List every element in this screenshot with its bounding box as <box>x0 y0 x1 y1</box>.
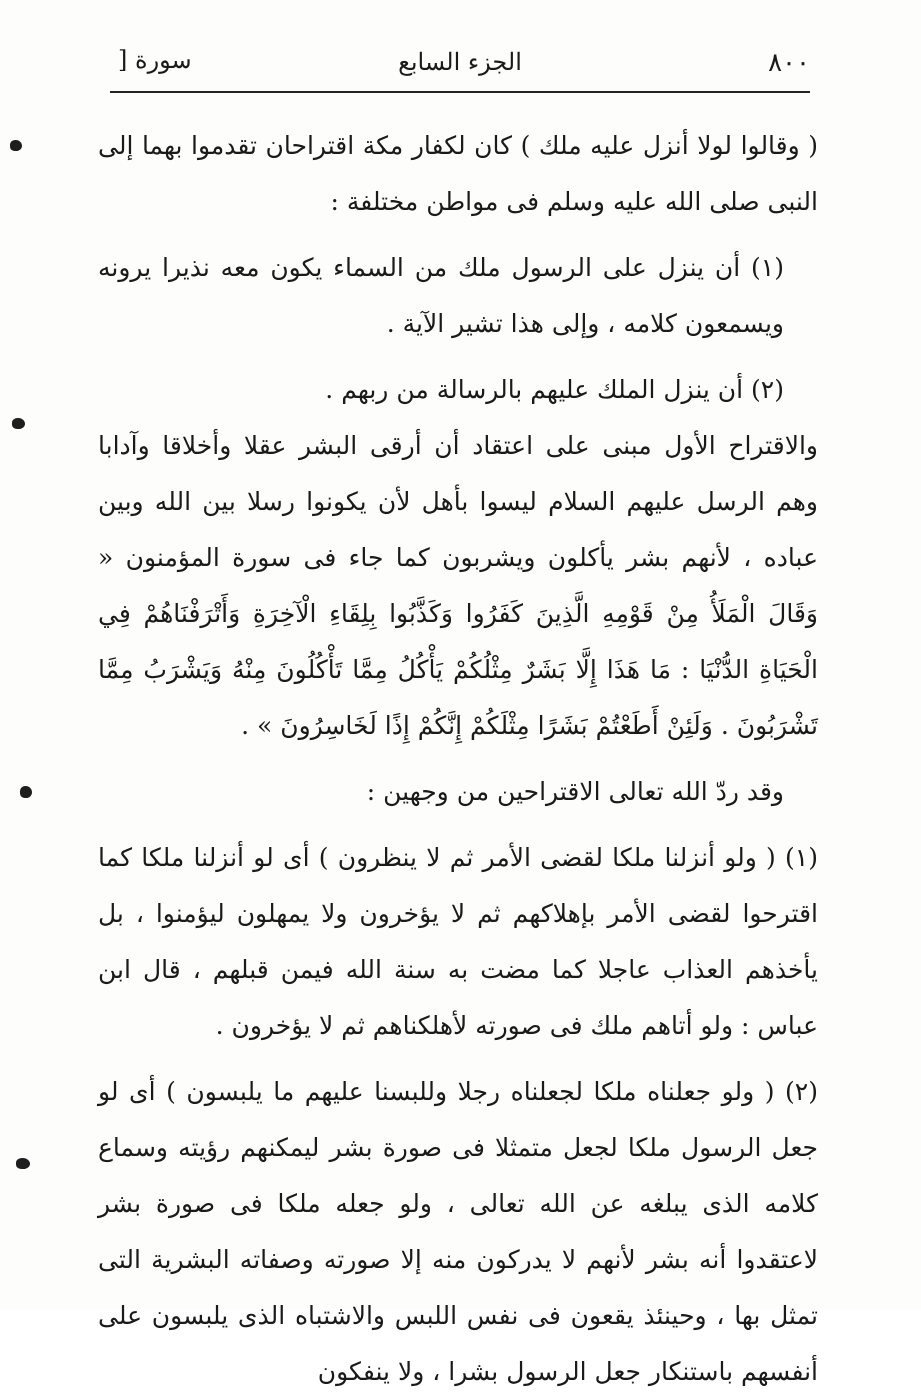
margin-speck <box>12 418 25 429</box>
margin-speck <box>20 786 32 798</box>
paragraph-proposal-1: (١) أن ينزل على الرسول ملك من السماء يكون معه نذيرا يرونه ويسمعون كلامه ، وإلى هذا تشير الآية . <box>98 253 784 338</box>
paragraph-refutation-1: (١) ( ولو أنزلنا ملكا لقضى الأمر ثم لا ينظرون ) أى لو أنزلنا ملكا كما اقترحوا لقضى الأمر بإهلاكهم ثم لا يؤخرون ولا يمهلون ليؤمنوا ، بل يأخذهم العذاب عاجلا كما مضت به سنة الله فيمن قبلهم ، قال ابن عباس : ولو أتاهم ملك فى صورته لأهلكناهم ثم لا يؤخرون . <box>98 843 818 1040</box>
header-rule <box>110 91 810 93</box>
running-title: الجزء السابع <box>398 48 522 76</box>
margin-speck <box>16 1158 30 1169</box>
page-number: ٨٠٠ <box>768 48 810 78</box>
paragraph-refutation-2: (٢) ( ولو جعلناه ملكا لجعلناه رجلا وللبسنا عليهم ما يلبسون ) أى لو جعل الرسول ملكا لجعل متمثلا فى صورة بشر ليمكنهم رؤيته وسماع كلامه الذى يبلغه عن الله تعالى ، ولو جعله ملكا فى صورة بشر لاعتقدوا أنه بشر لأنهم لا يدركون منه إلا صورته وصفاته البشرية التى تمثل بها ، وحينئذ يقعون فى نفس اللبس والاشتباه الذى يلبسون على أنفسهم باستنكار جعل الرسول بشرا ، ولا ينفكون <box>98 1077 818 1386</box>
margin-speck <box>10 140 22 151</box>
surah-label: سورة [ <box>118 46 192 74</box>
paragraph-proposal-2: (٢) أن ينزل الملك عليهم بالرسالة من ربهم . <box>325 375 784 404</box>
page-header <box>110 38 810 92</box>
body-text <box>98 118 818 1400</box>
paragraph-refutation-intro: وقد ردّ الله تعالى الاقتراحين من وجهين : <box>366 777 784 806</box>
paragraph-intro: ( وقالوا لولا أنزل عليه ملك ) كان لكفار مكة اقتراحان تقدموا بهما إلى النبى صلى الله عليه وسلم فى مواطن مختلفة : <box>98 131 818 216</box>
paragraph-first-proposal-analysis: والاقتراح الأول مبنى على اعتقاد أن أرقى البشر عقلا وأخلاقا وآدابا وهم الرسل عليهم السلام ليسوا بأهل لأن يكونوا رسلا بين الله وبين عباده ، لأنهم بشر يأكلون ويشربون كما جاء فى سورة المؤمنون « وَقَالَ الْمَلَأُ مِنْ قَوْمِهِ الَّذِينَ كَفَرُوا وَكَذَّبُوا بِلِقَاءِ الْآخِرَةِ وَأَتْرَفْنَاهُمْ فِي الْحَيَاةِ الدُّنْيَا : مَا هَذَا إِلَّا بَشَرٌ مِثْلُكُمْ يَأْكُلُ مِمَّا تَأْكُلُونَ مِنْهُ وَيَشْرَبُ مِمَّا تَشْرَبُونَ . وَلَئِنْ أَطَعْتُمْ بَشَرًا مِثْلَكُمْ إِنَّكُمْ إِذًا لَخَاسِرُونَ » . <box>98 431 818 740</box>
